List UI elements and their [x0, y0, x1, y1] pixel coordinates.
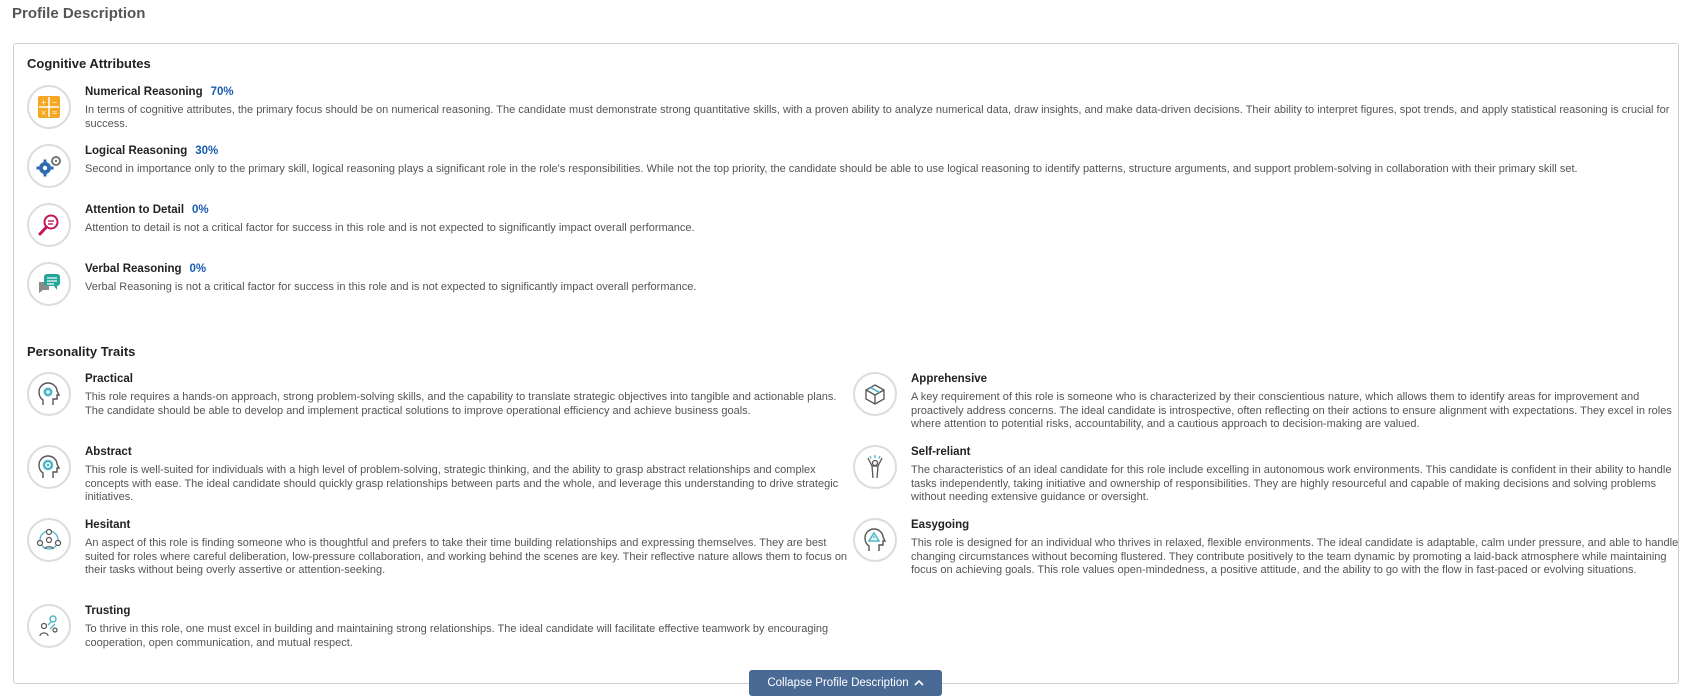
person-arms-up-icon [853, 445, 897, 489]
attribute-percent: 30% [195, 145, 219, 157]
attribute-description: Second in importance only to the primary skill, logical reasoning plays a significant role in the role's responsibilities. While not the top priority, the candidate should be able to use logical reasoning to identify patterns, structure arguments, and support problem-solving in collaboration with their primary skill set. [85, 163, 1578, 175]
magnifier-icon [27, 203, 71, 247]
cube-icon [853, 372, 897, 416]
head-gear-icon [27, 372, 71, 416]
svg-text:=: = [51, 109, 58, 117]
svg-text:−: − [51, 98, 58, 107]
speech-bubbles-icon [27, 262, 71, 306]
attribute-description: Attention to detail is not a critical factor for success in this role and is not expected to significantly impact overall performance. [85, 222, 695, 234]
attribute-percent: 0% [189, 263, 207, 275]
attribute-name: Numerical Reasoning [85, 86, 203, 98]
attribute-name: Logical Reasoning [85, 145, 188, 157]
attribute-name: Attention to Detail [85, 204, 185, 216]
cognitive-attributes-title: Cognitive Attributes [27, 56, 151, 71]
collapse-button-label: Collapse Profile Description [767, 677, 909, 689]
trait-description: To thrive in this role, one must excel in building and maintaining strong relationships. The ideal candidate will facilitate effective teamwork by encouraging cooperation, open communication, and mutual respect. [85, 623, 829, 649]
gears-icon [27, 144, 71, 188]
chevron-up-icon [914, 677, 924, 689]
people-link-icon [27, 604, 71, 648]
trait-name: Hesitant [85, 519, 131, 531]
attribute-description: In terms of cognitive attributes, the primary focus should be on numerical reasoning. The candidate must demonstrate strong quantitative skills, with a proven ability to analyze numerical data, draw insights, and make data-driven decisions. Their ability to interpret figures, spot trends, and apply statistical reasoning is crucial for success. [85, 104, 1670, 130]
svg-text:+: + [40, 98, 47, 107]
trait-name: Trusting [85, 605, 131, 617]
trait-description: This role is well-suited for individuals with a high level of problem-solving, strategic thinking, and the ability to grasp abstract relationships and complex concepts with ease. The ideal candidate should quickly grasp relationships between parts and the whole, and leverage this understanding to drive strategic initiatives. [85, 464, 839, 504]
personality-traits-title: Personality Traits [27, 344, 136, 359]
svg-text:×: × [40, 109, 47, 117]
trait-name: Abstract [85, 446, 132, 458]
attribute-description: Verbal Reasoning is not a critical factor for success in this role and is not expected to significantly impact overall performance. [85, 281, 697, 293]
trait-name: Self-reliant [911, 446, 971, 458]
calculator-icon [27, 85, 71, 129]
attribute-heading [85, 144, 218, 158]
trait-description: The characteristics of an ideal candidate for this role include excelling in autonomous work environments. This candidate is confident in their ability to handle tasks independently, taking initiative and ownership of responsibilities. They are highly resourceful and capable of making decisions and solving problems without needing extensive guidance or oversight. [911, 464, 1672, 504]
attribute-percent: 0% [192, 204, 209, 216]
people-network-icon [27, 518, 71, 562]
trait-description: A key requirement of this role is someone who is characterized by their conscientious nature, which allows them to identify areas for improvement and proactively address concerns. The ideal candidate is introspective, often reflecting on their actions to ensure alignment with expectations. They excel in roles where attention to potential risks, accountability, and a cautious approach to decision-making are valued. [911, 391, 1672, 431]
trait-name: Apprehensive [911, 373, 988, 385]
trait-description: An aspect of this role is finding someone who is thoughtful and prefers to take their time building relationships and expressing themselves. They are best suited for roles where careful deliberation, low-pressure collaboration, and working behind the scenes are key. Their reflective nature allows them to focus on their tasks without being overly assertive or attention-seeking. [85, 537, 848, 577]
trait-description: This role requires a hands-on approach, strong problem-solving skills, and the capability to translate strategic objectives into tangible and actionable plans. The candidate should be able to develop and implement practical solutions to improve operational efficiency and achieve business goals. [85, 391, 837, 417]
trait-name: Easygoing [911, 519, 970, 531]
collapse-profile-description-button[interactable] [749, 670, 942, 696]
attribute-heading [85, 262, 206, 276]
head-triangle-icon [853, 518, 897, 562]
trait-description: This role is designed for an individual who thrives in relaxed, flexible environments. The ideal candidate is adaptable, calm under pressure, and able to handle changing circumstances without becoming flustered. They contribute positively to the team dynamic by promoting a laid-back atmosphere while maintaining focus on achieving goals. This role values open-mindedness, a positive attitude, and the ability to go with the flow in fast-paced or evolving situations. [911, 537, 1679, 577]
attribute-heading [85, 85, 234, 99]
profile-description-panel [13, 43, 1679, 684]
attribute-percent: 70% [210, 86, 234, 98]
head-cog-icon [27, 445, 71, 489]
attribute-heading [85, 203, 209, 217]
page-title: Profile Description [12, 5, 146, 22]
trait-name: Practical [85, 373, 133, 385]
attribute-name: Verbal Reasoning [85, 263, 182, 275]
